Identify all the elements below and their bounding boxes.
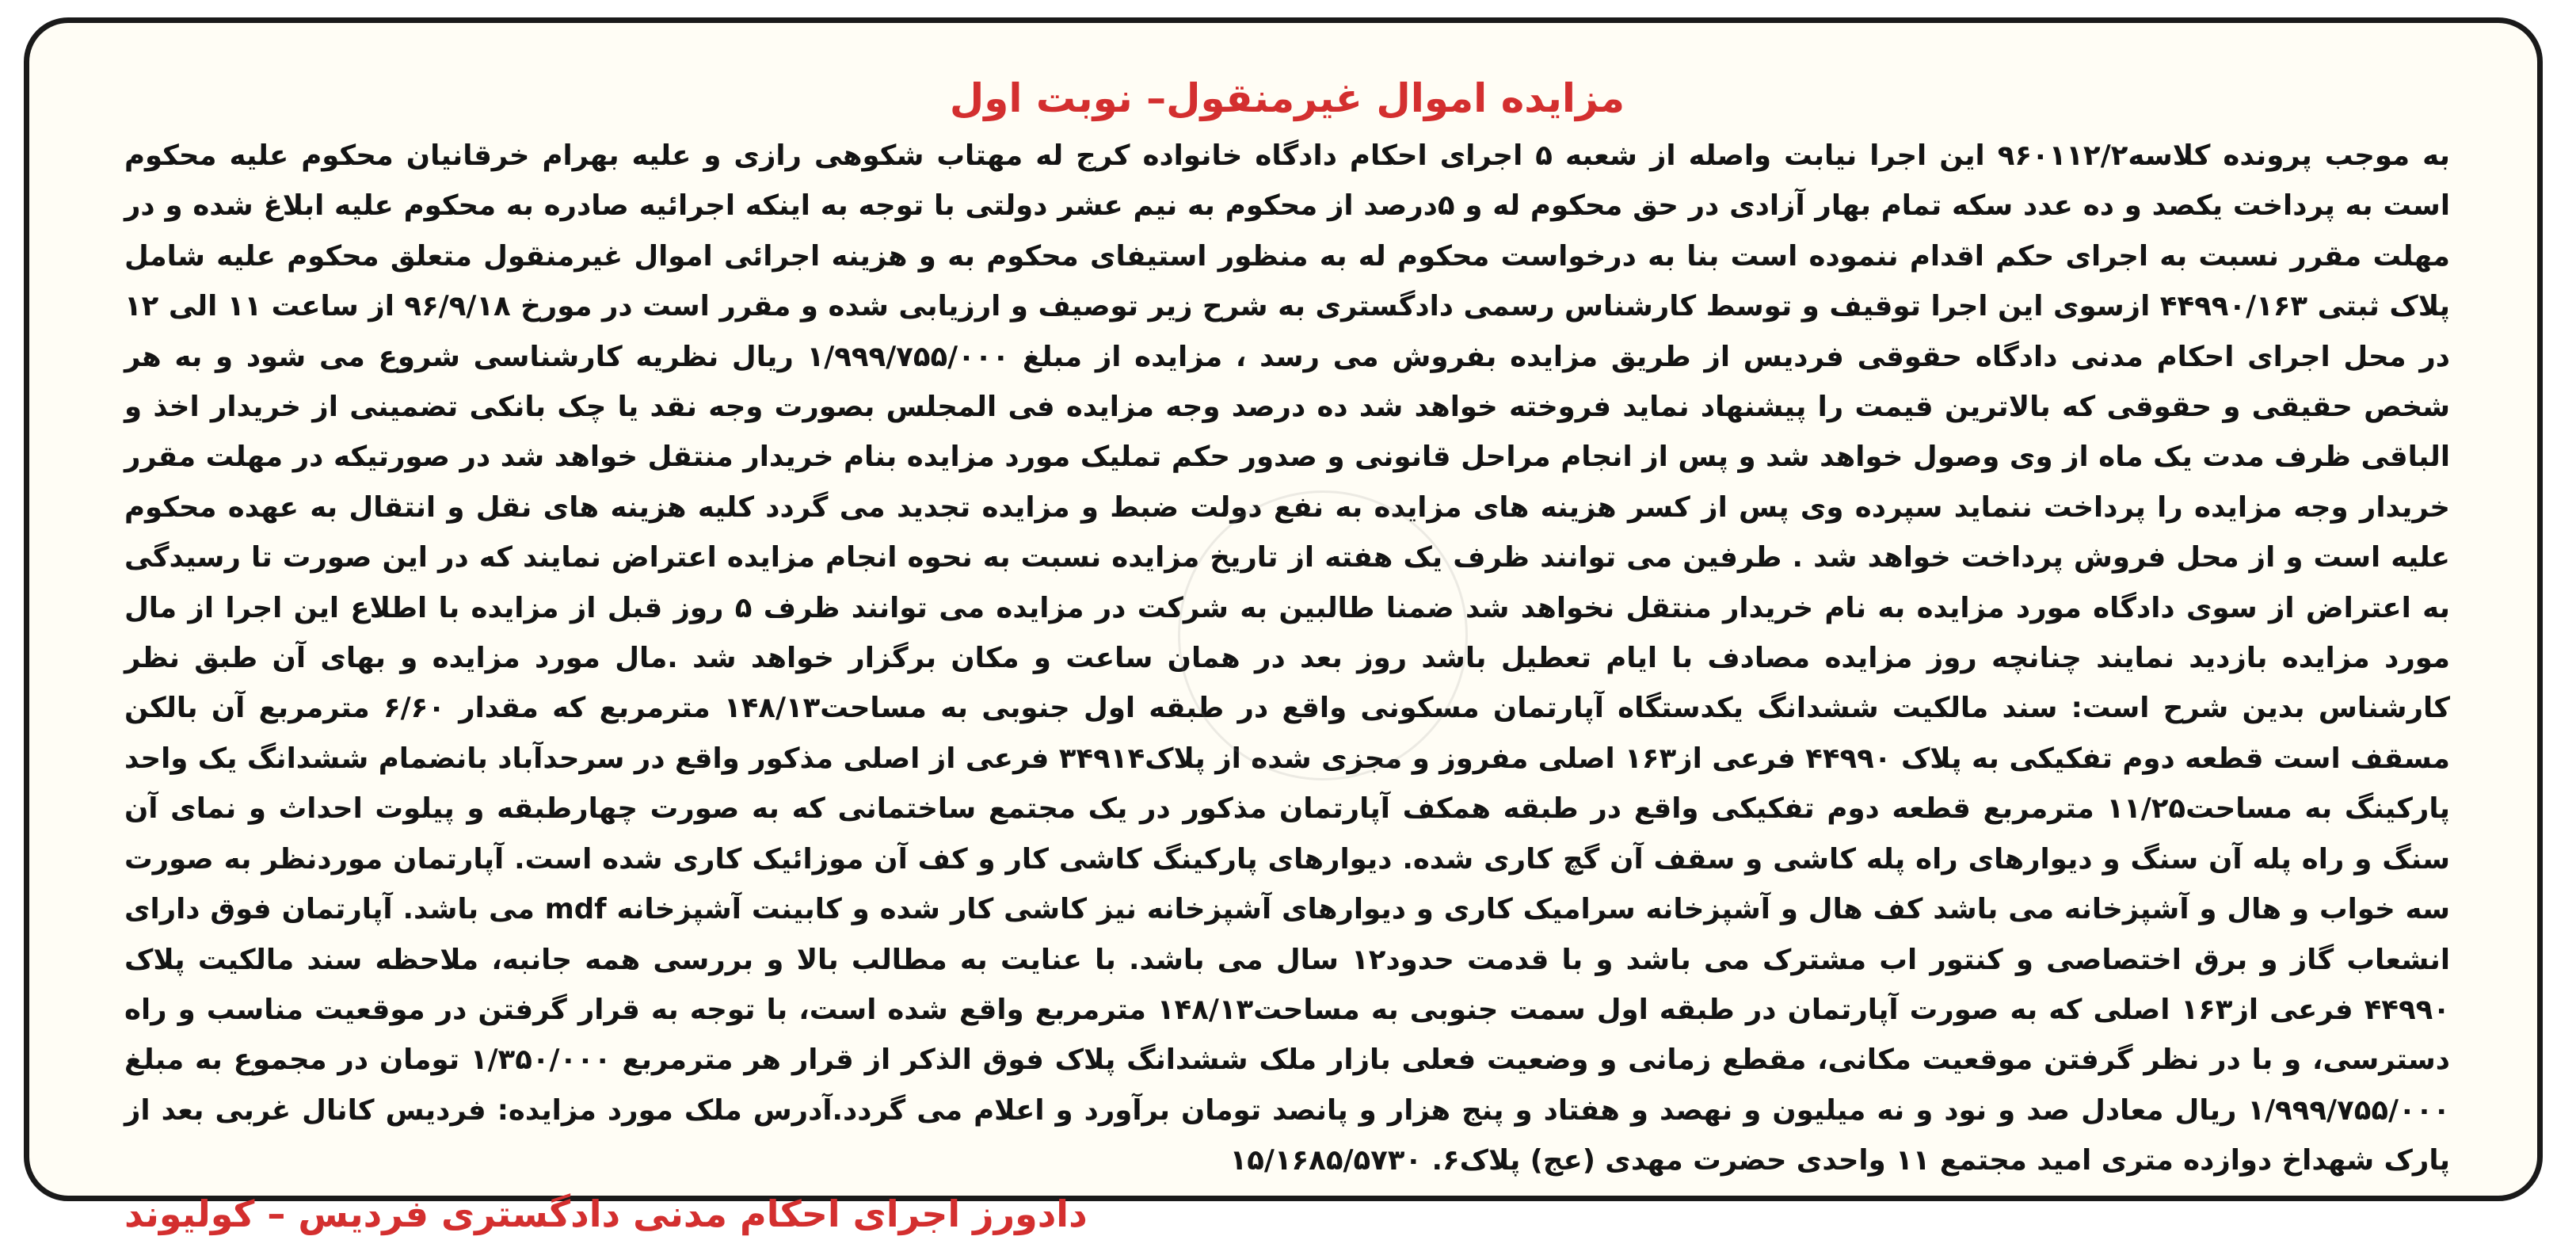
notice-body: به موجب پرونده کلاسه۹۶۰۱۱۲/۲ این اجرا نیابت واصله از شعبه ۵ اجرای احکام دادگاه خانواده کرج له مهتاب شکوهی رازی و علیه بهرام خرقانیان محکوم علیه محکوم است به پرداخت یکصد و ده عدد سکه تمام بهار آزادی در حق محکوم له و ۵درصد از محکوم به نیم عشر دولتی با توجه به اینکه اجرائیه صادره به محکوم علیه ابلاغ شده و در مهلت مقرر نسبت به اجرای حکم اقدام ننموده است بنا به درخواست محکوم له به منظور استیفای محکوم به و هزینه اجرائی اموال غیرمنقول متعلق محکوم علیه شامل پلاک ثبتی ۴۴۹۹۰/۱۶۳ ازسوی این اجرا توقیف و توسط کارشناس رسمی دادگستری به شرح زیر توصیف و ارزیابی شده و مقرر است در مورخ ۹۶/۹/۱۸ از ساعت ۱۱ الی ۱۲ در محل اجرای احکام مدنی دادگاه حقوقی فردیس از طریق مزایده بفروش می رسد ، مزایده از مبلغ ۱/۹۹۹/۷۵۵/۰۰۰ ریال نظریه کارشناسی شروع می شود و به هر شخص حقیقی و حقوقی که بالاترین قیمت را پیشنهاد نماید فروخته خواهد شد ده درصد وجه مزایده فی المجلس بصورت وجه نقد یا چک بانکی تضمینی از خریدار اخذ و الباقی ظرف مدت یک ماه از وی وصول خواهد شد و پس از انجام مراحل قانونی و صدور حکم تملیک مورد مزایده بنام خریدار منتقل خواهد شد در صورتیکه در مهلت مقرر خریدار وجه مزایده را پرداخت ننماید سپرده وی پس از کسر هزینه های مزایده به نفع دولت ضبط و مزایده تجدید می گردد کلیه هزینه های نقل و انتقال به عهده محکوم علیه است و از محل فروش پرداخت خواهد شد . طرفین می توانند ظرف یک هفته از تاریخ مزایده نسبت به نحوه انجام مزایده اعتراض نمایند که در این صورت تا رسیدگی به اعتراض از سوی دادگاه مورد مزایده به نام خریدار منتقل نخواهد شد ضمنا طالبین به شرکت در مزایده می توانند ظرف ۵ روز قبل از مزایده با اطلاع این اجرا از مال مورد مزایده بازدید نمایند چنانچه روز مزایده مصادف با ایام تعطیل باشد روز بعد در همان ساعت و مکان برگزار خواهد شد .مال مورد مزایده و بهای آن طبق نظر کارشناس بدین شرح است: سند مالکیت ششدانگ یکدستگاه آپارتمان مسکونی واقع در طبقه اول جنوبی به مساحت۱۴۸/۱۳ مترمربع که مقدار ۶/۶۰ مترمربع آن بالکن مسقف است قطعه دوم تفکیکی به پلاک ۴۴۹۹۰ فرعی از۱۶۳ اصلی مفروز و مجزی شده از پلاک۳۴۹۱۴ فرعی از اصلی مذکور واقع در سرحدآباد بانضمام ششدانگ یک واحد پارکینگ به مساحت۱۱/۲۵ مترمربع قطعه دوم تفکیکی واقع در طبقه همکف آپارتمان مذکور در یک مجتمع ساختمانی که به صورت چهارطبقه و پیلوت احداث و نمای آن سنگ و راه پله آن سنگ و دیوارهای راه پله کاشی و سقف آن گچ کاری شده. دیوارهای پارکینگ کاشی کار و کف آن موزائیک کاری شده است. آپارتمان موردنظر به صورت سه خواب و هال و آشپزخانه می باشد کف هال و آشپزخانه سرامیک کاری و دیوارهای آشپزخانه نیز کاشی کار شده و کابینت آشپزخانه mdf می باشد. آپارتمان فوق دارای انشعاب گاز و برق اختصاصی و کنتور اب مشترک می باشد و با قدمت حدود۱۲ سال می باشد. با عنایت به مطالب بالا و بررسی همه جانبه، ملاحظه سند مالکیت پلاک ۴۴۹۹۰ فرعی از۱۶۳ اصلی که به صورت آپارتمان در طبقه اول سمت جنوبی به مساحت۱۴۸/۱۳ مترمربع واقع شده است، با توجه به قرار گرفتن در موقعیت مناسب و راه دسترسی، و با در نظر گرفتن موقعیت مکانی، مقطع زمانی و وضعیت فعلی بازار ملک ششدانگ پلاک فوق الذکر از قرار هر مترمربع ۱/۳۵۰/۰۰۰ تومان در مجموع به مبلغ ۱/۹۹۹/۷۵۵/۰۰۰ ریال معادل صد و نود و نه میلیون و نهصد و هفتاد و پنج هزار و پانصد تومان برآورد و اعلام می گردد.آدرس ملک مورد مزایده: فردیس کانال غربی بعد از پارک شهداخ دوازده متری امید مجتمع ۱۱ واحدی حضرت مهدی (عج) پلاک۶. ۱۵/۱۶۸۵/۵۷۳۰ xyxy=(124,139,2451,1177)
notice-title: مزایده اموال غیرمنقول– نوبت اول xyxy=(949,75,1625,121)
notice-signature: دادورز اجرای احکام مدنی دادگستری فردیس – کولیوند xyxy=(124,1192,1088,1235)
auction-notice-box xyxy=(24,17,2543,1235)
